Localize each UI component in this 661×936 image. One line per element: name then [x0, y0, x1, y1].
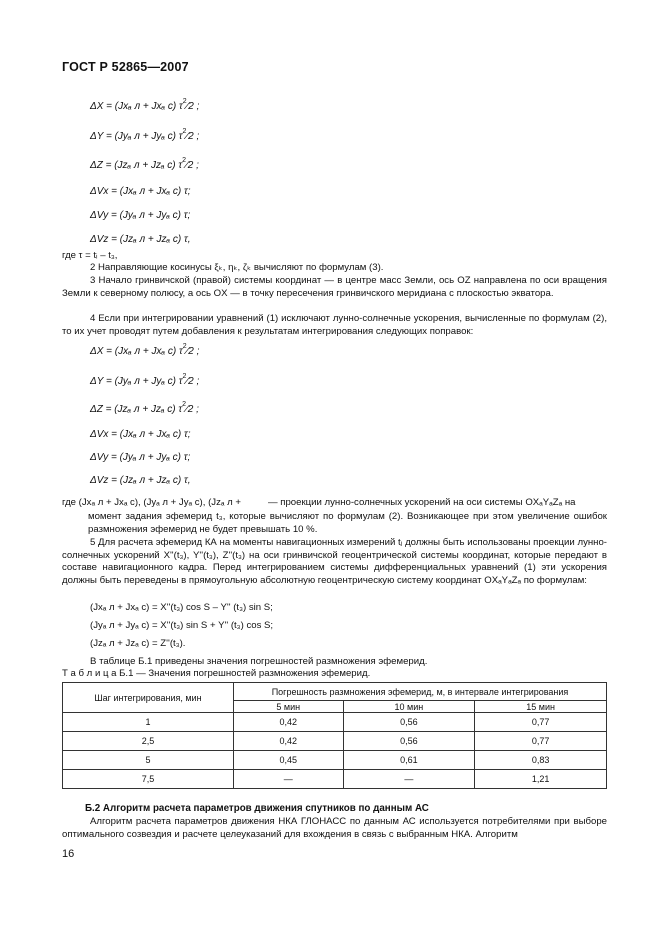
formula-dy-b: ΔY = (Jyₐ л + Jyₐ c) $\tau^2⁄2$ ;	[90, 373, 200, 387]
table-cell: 0,77	[475, 713, 607, 732]
subheader-5: 5 мин	[234, 701, 344, 713]
where-projections-a: где (Jxₐ л + Jxₐ c), (Jyₐ л + Jyₐ c), (Jzₐ л +	[62, 497, 241, 508]
table-cell: —	[343, 770, 475, 789]
formula-dvy: ΔVy = (Jyₐ л + Jyₐ c) τ;	[90, 210, 191, 221]
equation-3: (Jzₐ л + Jzₐ c) = Z''(t₃).	[90, 638, 186, 649]
col-header-step: Шаг интегрирования, мин	[63, 683, 234, 713]
subheader-10: 10 мин	[343, 701, 475, 713]
table-cell: —	[234, 770, 344, 789]
table-cell: 7,5	[63, 770, 234, 789]
formula-dy: ΔY = (Jyₐ л + Jyₐ c) $\tau^2⁄2$ ;	[90, 128, 200, 142]
paragraph-4: 4 Если при интегрировании уравнений (1) исключают лунно-солнечные ускорения, вычисленные по формулам (2), то их учет проводят путем добавления к результатам интегрирования следующих поправок:	[62, 313, 607, 337]
formula-dvz: ΔVz = (Jzₐ л + Jzₐ c) τ,	[90, 234, 191, 245]
table-cell: 0,83	[475, 751, 607, 770]
table-caption: Т а б л и ц а Б.1 — Значения погрешностей размножения эфемерид.	[62, 668, 371, 679]
formula-dvx: ΔVx = (Jxₐ л + Jxₐ c) τ;	[90, 186, 191, 197]
paragraph-5: 5 Для расчета эфемерид КА на моменты навигационных измерений tⱼ должны быть использованы проекции лунно-солнечных ускорений X''(t₃), Y''(t₃), Z''(t₃) на оси гринвичской геоцентрической системы координат, которые передают в составе навигационного кадра. Перед интегрированием системы дифференциальных уравнений (1) эти ускорения должны быть переведены в прямоугольную абсолютную геоцентрическую систему координат OXₐYₐZₐ по формулам:	[62, 537, 607, 586]
formula-dx: ΔX = (Jxₐ л + Jxₐ c) $\tau^2⁄2$ ;	[90, 98, 200, 112]
formula-dvx-b: ΔVx = (Jxₐ л + Jxₐ c) τ;	[90, 429, 191, 440]
formula-dx-b: ΔX = (Jxₐ л + Jxₐ c) $\tau^2⁄2$ ;	[90, 343, 200, 357]
table-cell: 0,56	[343, 713, 475, 732]
table-cell: 0,45	[234, 751, 344, 770]
table-cell: 5	[63, 751, 234, 770]
formula-dz: ΔZ = (Jzₐ л + Jzₐ c) $\tau^2⁄2$ ;	[90, 157, 199, 171]
table-cell: 1	[63, 713, 234, 732]
where-projections-c: момент задания эфемерид t₃, которые вычисляют по формулам (2). Возникающее при этом увеличение ошибок размножения эфемерид не будет превышать 10 %.	[88, 511, 607, 535]
table-cell: 0,42	[234, 732, 344, 751]
table-row	[63, 713, 607, 732]
table-cell: 2,5	[63, 732, 234, 751]
formula-dvy-b: ΔVy = (Jyₐ л + Jyₐ c) τ;	[90, 452, 191, 463]
table-row	[63, 732, 607, 751]
table-cell: 0,42	[234, 713, 344, 732]
error-table	[62, 682, 607, 789]
table-cell: 0,56	[343, 732, 475, 751]
section-b2-heading: Б.2 Алгоритм расчета параметров движения спутников по данным АС	[85, 803, 429, 814]
formula-dvz-b: ΔVz = (Jzₐ л + Jzₐ c) τ,	[90, 475, 191, 486]
table-row	[63, 751, 607, 770]
paragraph-b2: Алгоритм расчета параметров движения НКА ГЛОНАСС по данным АС используется потребителями при выборе оптимального созвездия и расчете целеуказаний для вхождения в связь с выбранным НКА. Алгоритм	[62, 816, 607, 840]
table-cell: 0,61	[343, 751, 475, 770]
equation-1: (Jxₐ л + Jxₐ c) = X''(t₃) cos S – Y'' (t₃) sin S;	[90, 602, 273, 613]
col-header-group: Погрешность размножения эфемерид, м, в интервале интегрирования	[234, 683, 607, 701]
paragraph-2: 2 Направляющие косинусы ξₖ, ηₖ, ζₖ вычисляют по формулам (3).	[90, 262, 384, 273]
table-cell: 1,21	[475, 770, 607, 789]
table-intro: В таблице Б.1 приведены значения погрешностей размножения эфемерид.	[90, 656, 428, 667]
subheader-15: 15 мин	[475, 701, 607, 713]
table-row	[63, 770, 607, 789]
page-number: 16	[62, 848, 75, 860]
where-projections-b: — проекции лунно-солнечных ускорений на оси системы OXₐYₐZₐ на	[268, 497, 576, 508]
equation-2: (Jyₐ л + Jyₐ c) = X''(t₃) sin S + Y'' (t₃) cos S;	[90, 620, 274, 631]
formula-dz-b: ΔZ = (Jzₐ л + Jzₐ c) $\tau^2⁄2$ ;	[90, 401, 199, 415]
document-header: ГОСТ Р 52865—2007	[62, 60, 189, 74]
where-tau: где τ = tᵢ – t₃,	[62, 250, 118, 261]
paragraph-3: 3 Начало гринвичской (правой) системы координат — в центре масс Земли, ось OZ направлена по оси вращения Земли к северному полюсу, а ось OX — в точку пересечения гринвичского меридиана с плоскостью экватора.	[62, 275, 607, 299]
table-cell: 0,77	[475, 732, 607, 751]
